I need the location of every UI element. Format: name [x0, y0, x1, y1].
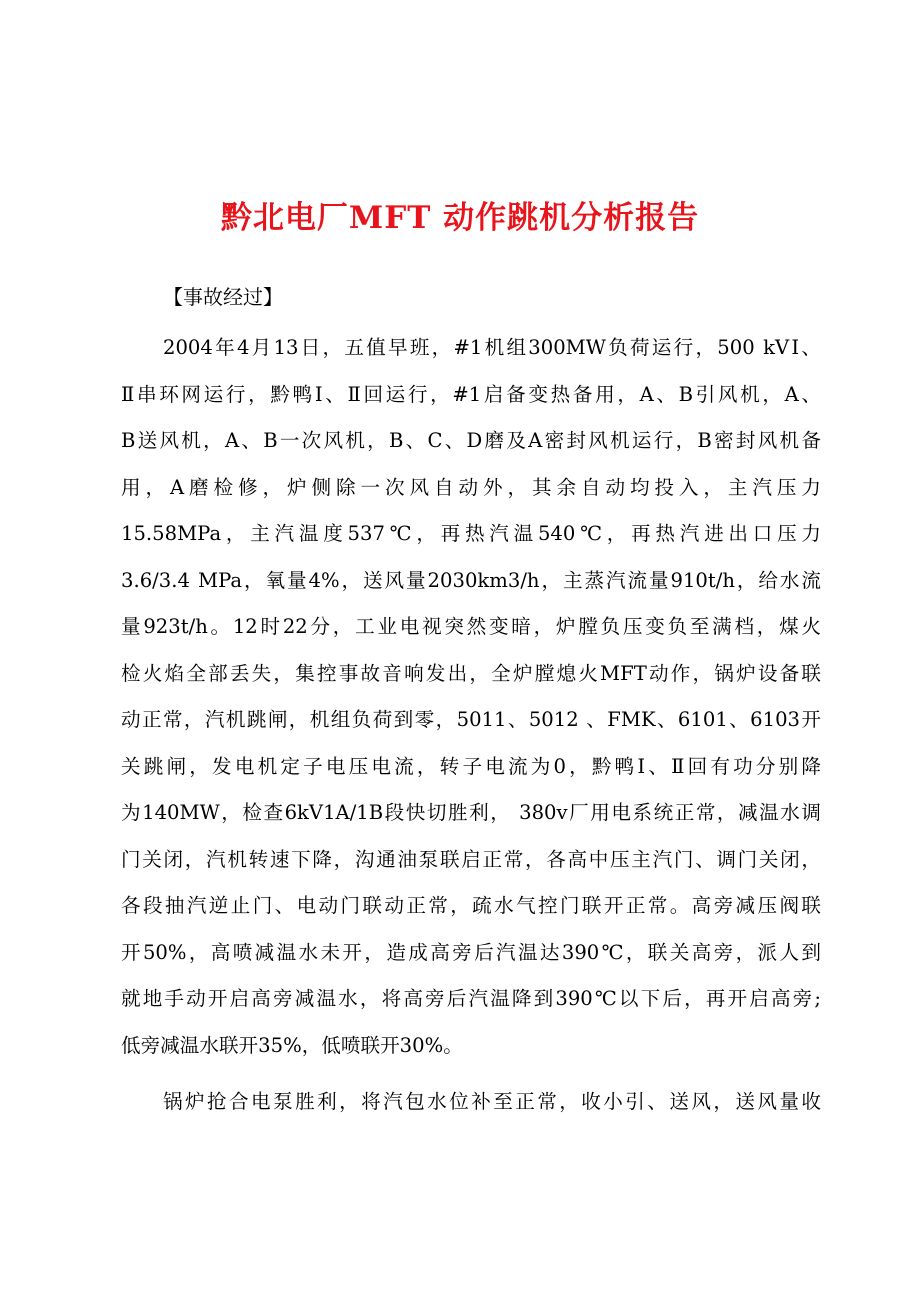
section-heading: 【事故经过】 — [163, 285, 283, 309]
text-line: 量923t/h。12时22分，工业电视突然变暗，炉膛负压变负至满档，煤火 — [121, 615, 821, 638]
text-line: 3.6/3.4 MPa，氧量4%，送风量2030km3/h，主蒸汽流量910t/h，给水流 — [121, 568, 821, 592]
text-line: 各段抽汽逆止门、电动门联动正常，疏水气控门联开正常。高旁减压阀联 — [121, 894, 821, 917]
text-line: 检火焰全部丢失，集控事故音响发出，全炉膛熄火MFT动作，锅炉设备联 — [121, 661, 821, 685]
document-title: 黔北电厂MFT 动作跳机分析报告 — [220, 200, 700, 236]
body-text — [121, 325, 821, 1126]
text-line: B送风机，A、B一次风机，B、C、D磨及A密封风机运行，B密封风机备 — [121, 429, 821, 452]
text-line: 用，A磨检修，炉侧除一次风自动外，其余自动均投入，主汽压力 — [121, 475, 821, 499]
text-line: 就地手动开启高旁减温水，将高旁后汽温降到390℃以下后，再开启高旁; — [121, 987, 821, 1010]
text-line: 门关闭，汽机转速下降，沟通油泵联启正常，各高中压主汽门、调门关闭， — [121, 847, 821, 871]
text-line: 动正常，汽机跳闸，机组负荷到零，5011、5012 、FMK、6101、6103开 — [121, 708, 821, 731]
text-line: 关跳闸，发电机定子电压电流，转子电流为0，黔鸭Ⅰ、Ⅱ回有功分别降 — [121, 754, 821, 778]
text-line: 锅炉抢合电泵胜利，将汽包水位补至正常，收小引、送风，送风量收 — [163, 1090, 821, 1113]
text-line: 低旁减温水联开35%，低喷联开30%。 — [121, 1033, 463, 1057]
text-line: 为140MW，检查6kV1A/1B段快切胜利， 380v厂用电系统正常，减温水调 — [121, 801, 821, 824]
text-line: 开50%，高喷减温水未开，造成高旁后汽温达390℃，联关高旁，派人到 — [121, 940, 821, 964]
text-line: Ⅱ串环网运行，黔鸭Ⅰ、Ⅱ回运行，#1启备变热备用，A、B引风机，A、 — [121, 382, 821, 406]
paragraph-incident-details — [121, 325, 821, 1069]
text-line: 15.58MPa，主汽温度537℃，再热汽温540℃，再热汽进出口压力 — [121, 522, 821, 545]
paragraph-boiler-recovery — [121, 1079, 821, 1126]
text-line: 2004年4月13日，五值早班，#1机组300MW负荷运行，500 kVⅠ、 — [163, 336, 821, 359]
paragraph-gap — [121, 1069, 821, 1079]
